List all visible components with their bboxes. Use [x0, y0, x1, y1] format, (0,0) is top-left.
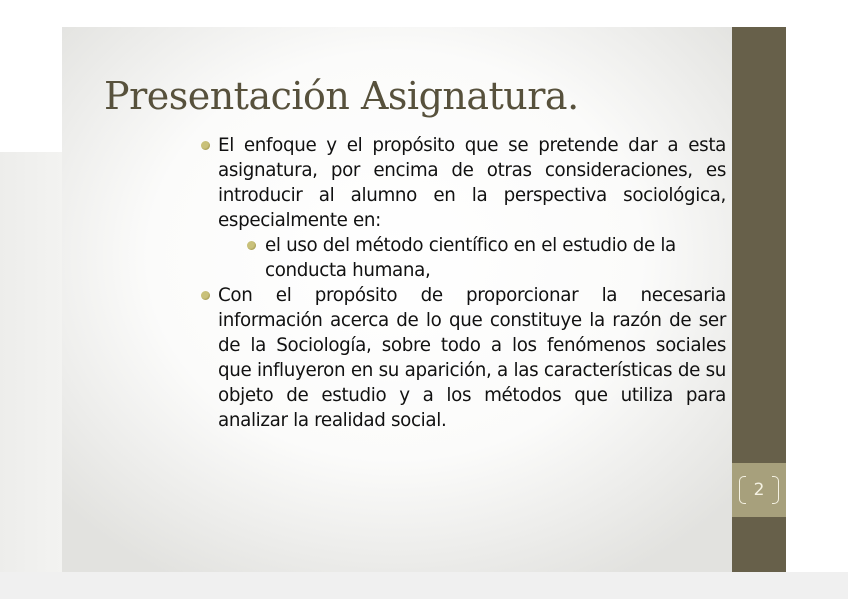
bullet-dot-icon [201, 141, 210, 150]
bullet-dot-icon [247, 241, 256, 250]
sub-bullet-text: el uso del método científico en el estudio de la conducta humana, [265, 235, 676, 281]
bottom-background-band [0, 572, 848, 599]
bullet-text: El enfoque y el propósito que se pretende dar a esta asignatura, por encima de otras consideraciones, es introducir al alumno en la perspectiva sociológica, especialmente en: [218, 135, 726, 231]
bullet-dot-icon [201, 291, 210, 300]
bullet-text: Con el propósito de proporcionar la necesaria información acerca de lo que constituye la razón de ser de la Sociología, sobre todo a los fenómenos sociales que influyeron en su aparición, a las características de su objeto de estudio y a los métodos que utiliza para analizar la realidad social. [218, 285, 726, 431]
bullet-item [201, 283, 726, 433]
left-background-strip [0, 152, 62, 572]
slide [62, 27, 786, 572]
sub-bullet-list [218, 233, 726, 283]
bullet-item [201, 133, 726, 283]
slide-title: Presentación Asignatura. [104, 74, 579, 118]
page-number: 2 [753, 480, 765, 500]
right-sidebar [732, 27, 786, 572]
bracket-right-icon [772, 476, 779, 504]
page-number-box [732, 463, 786, 517]
sub-bullet-item [218, 233, 726, 283]
bullet-list [201, 133, 726, 433]
